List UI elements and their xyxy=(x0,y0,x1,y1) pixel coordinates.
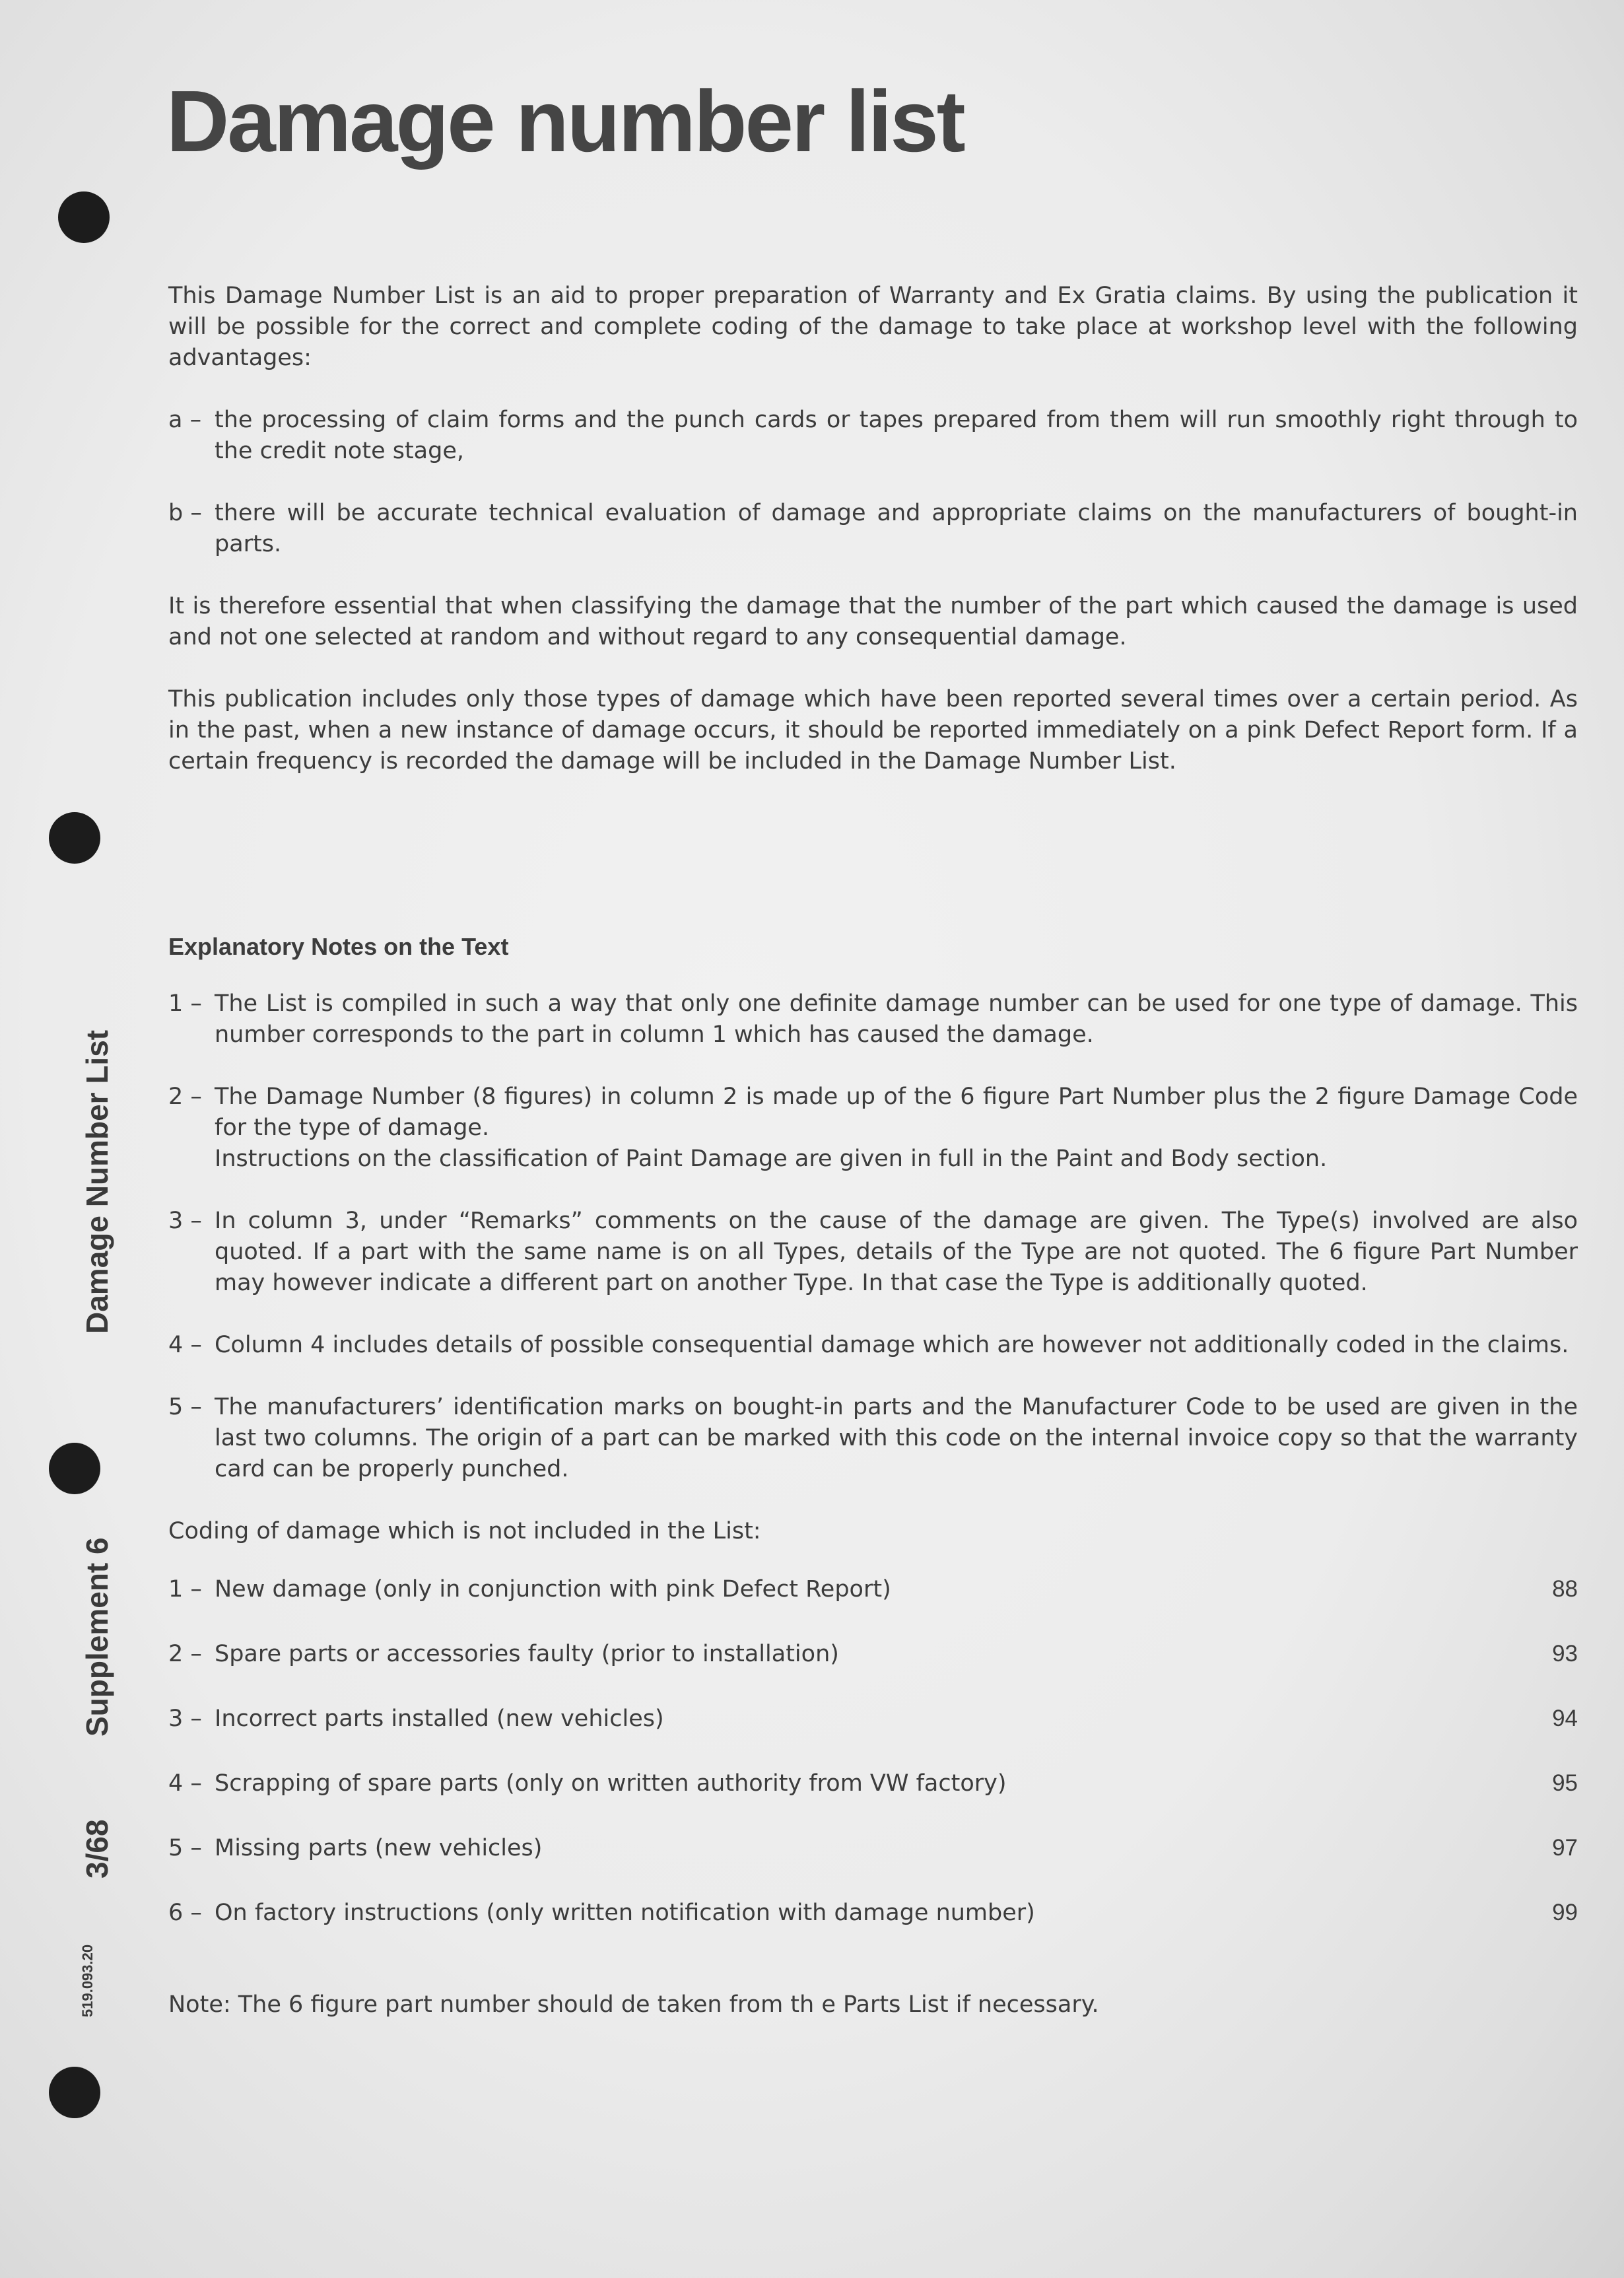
page-title: Damage number list xyxy=(166,73,964,170)
item-label: 1 – xyxy=(168,990,202,1017)
main-content xyxy=(168,281,1578,2052)
coding-label: 4 – xyxy=(168,1770,202,1797)
coding-row xyxy=(168,1768,1578,1832)
item-text-block xyxy=(215,1082,1578,1175)
item-text: the processing of claim forms and the punch cards or tapes prepared from them will run smoothly right through to the credit note stage, xyxy=(215,407,1578,464)
sidebar-code: 519.093.20 xyxy=(79,1944,96,2017)
punch-hole xyxy=(49,2067,100,2118)
coding-code: 94 xyxy=(1552,1706,1578,1731)
coding-text: On factory instructions (only written notification with damage number) xyxy=(215,1900,1035,1926)
note-item xyxy=(168,1330,1578,1361)
item-label: 3 – xyxy=(168,1208,202,1234)
note-item xyxy=(168,1082,1578,1175)
item-text-extra: Instructions on the classification of Paint Damage are given in full in the Paint and Body section. xyxy=(215,1146,1328,1172)
coding-row xyxy=(168,1573,1578,1638)
item-text: there will be accurate technical evaluation of damage and appropriate claims on the manufacturers of bought-in parts. xyxy=(215,500,1578,557)
coding-text: Missing parts (new vehicles) xyxy=(215,1835,543,1861)
coding-label: 6 – xyxy=(168,1900,202,1926)
essential-paragraph: It is therefore essential that when classifying the damage that the number of the part which caused the damage is used and not one selected at random and without regard to any consequential damage. xyxy=(168,593,1578,650)
note-item xyxy=(168,1206,1578,1299)
coding-row xyxy=(168,1897,1578,1962)
sidebar-supplement: Supplement 6 xyxy=(80,1537,114,1737)
coding-row xyxy=(168,1703,1578,1768)
coding-text: Scrapping of spare parts (only on written authority from VW factory) xyxy=(215,1770,1007,1797)
coding-row xyxy=(168,1832,1578,1897)
note-item xyxy=(168,1392,1578,1485)
coding-label: 1 – xyxy=(168,1576,202,1603)
item-label: b – xyxy=(168,500,202,526)
sidebar-title: Damage Number List xyxy=(80,1029,114,1334)
intro-paragraph: This Damage Number List is an aid to proper preparation of Warranty and Ex Gratia claims. By using the publication it will be possible for the correct and complete coding of the damage to take place at workshop level with the following advantages: xyxy=(168,283,1578,371)
coding-code: 93 xyxy=(1552,1641,1578,1667)
punch-hole xyxy=(58,191,110,243)
coding-code: 95 xyxy=(1552,1770,1578,1796)
sidebar-date: 3/68 xyxy=(80,1819,114,1879)
coding-label: 2 – xyxy=(168,1641,202,1667)
item-text: Column 4 includes details of possible consequential damage which are however not additionally coded in the claims. xyxy=(215,1332,1569,1358)
advantage-item xyxy=(168,498,1578,560)
coding-text: Spare parts or accessories faulty (prior to installation) xyxy=(215,1641,839,1667)
item-text: In column 3, under “Remarks” comments on the cause of the damage are given. The Type(s) involved are also quoted. If a part with the same name is on all Types, details of the Type are not quoted. The 6 figure Part Number may however indicate a different part on another Type. In that case the Type is additionally quoted. xyxy=(215,1208,1578,1296)
coding-code: 97 xyxy=(1552,1835,1578,1861)
coding-text: New damage (only in conjunction with pink Defect Report) xyxy=(215,1576,891,1603)
punch-hole xyxy=(49,812,100,864)
note-item xyxy=(168,988,1578,1051)
coding-row xyxy=(168,1638,1578,1703)
notes-heading: Explanatory Notes on the Text xyxy=(168,933,509,960)
coding-text: Incorrect parts installed (new vehicles) xyxy=(215,1706,664,1732)
coding-code: 99 xyxy=(1552,1900,1578,1925)
publication-paragraph: This publication includes only those types of damage which have been reported several times over a certain period. As in the past, when a new instance of damage occurs, it should be reported immediately on a pink Defect Report form. If a certain frequency is recorded the damage will be included in the Damage Number List. xyxy=(168,686,1578,775)
coding-label: 5 – xyxy=(168,1835,202,1861)
item-label: 2 – xyxy=(168,1084,202,1110)
item-text: The manufacturers’ identification marks on bought-in parts and the Manufacturer Code to be used are given in the last two columns. The origin of a part can be marked with this code on the internal invoice copy so that the warranty card can be properly punched. xyxy=(215,1394,1578,1482)
item-label: a – xyxy=(168,407,202,433)
item-text: The List is compiled in such a way that only one definite damage number can be used for one type of damage. This number corresponds to the part in column 1 which has caused the damage. xyxy=(215,990,1578,1048)
item-text: The Damage Number (8 figures) in column 2 is made up of the 6 figure Part Number plus the 2 figure Damage Code for the type of damage. xyxy=(215,1084,1578,1141)
coding-intro: Coding of damage which is not included in the List: xyxy=(168,1518,761,1544)
footer-note: Note: The 6 figure part number should de taken from th e Parts List if necessary. xyxy=(168,1991,1099,2018)
coding-code: 88 xyxy=(1552,1576,1578,1602)
item-label: 5 – xyxy=(168,1394,202,1420)
item-label: 4 – xyxy=(168,1332,202,1358)
sidebar xyxy=(46,990,112,2047)
coding-label: 3 – xyxy=(168,1706,202,1732)
advantage-item xyxy=(168,405,1578,467)
